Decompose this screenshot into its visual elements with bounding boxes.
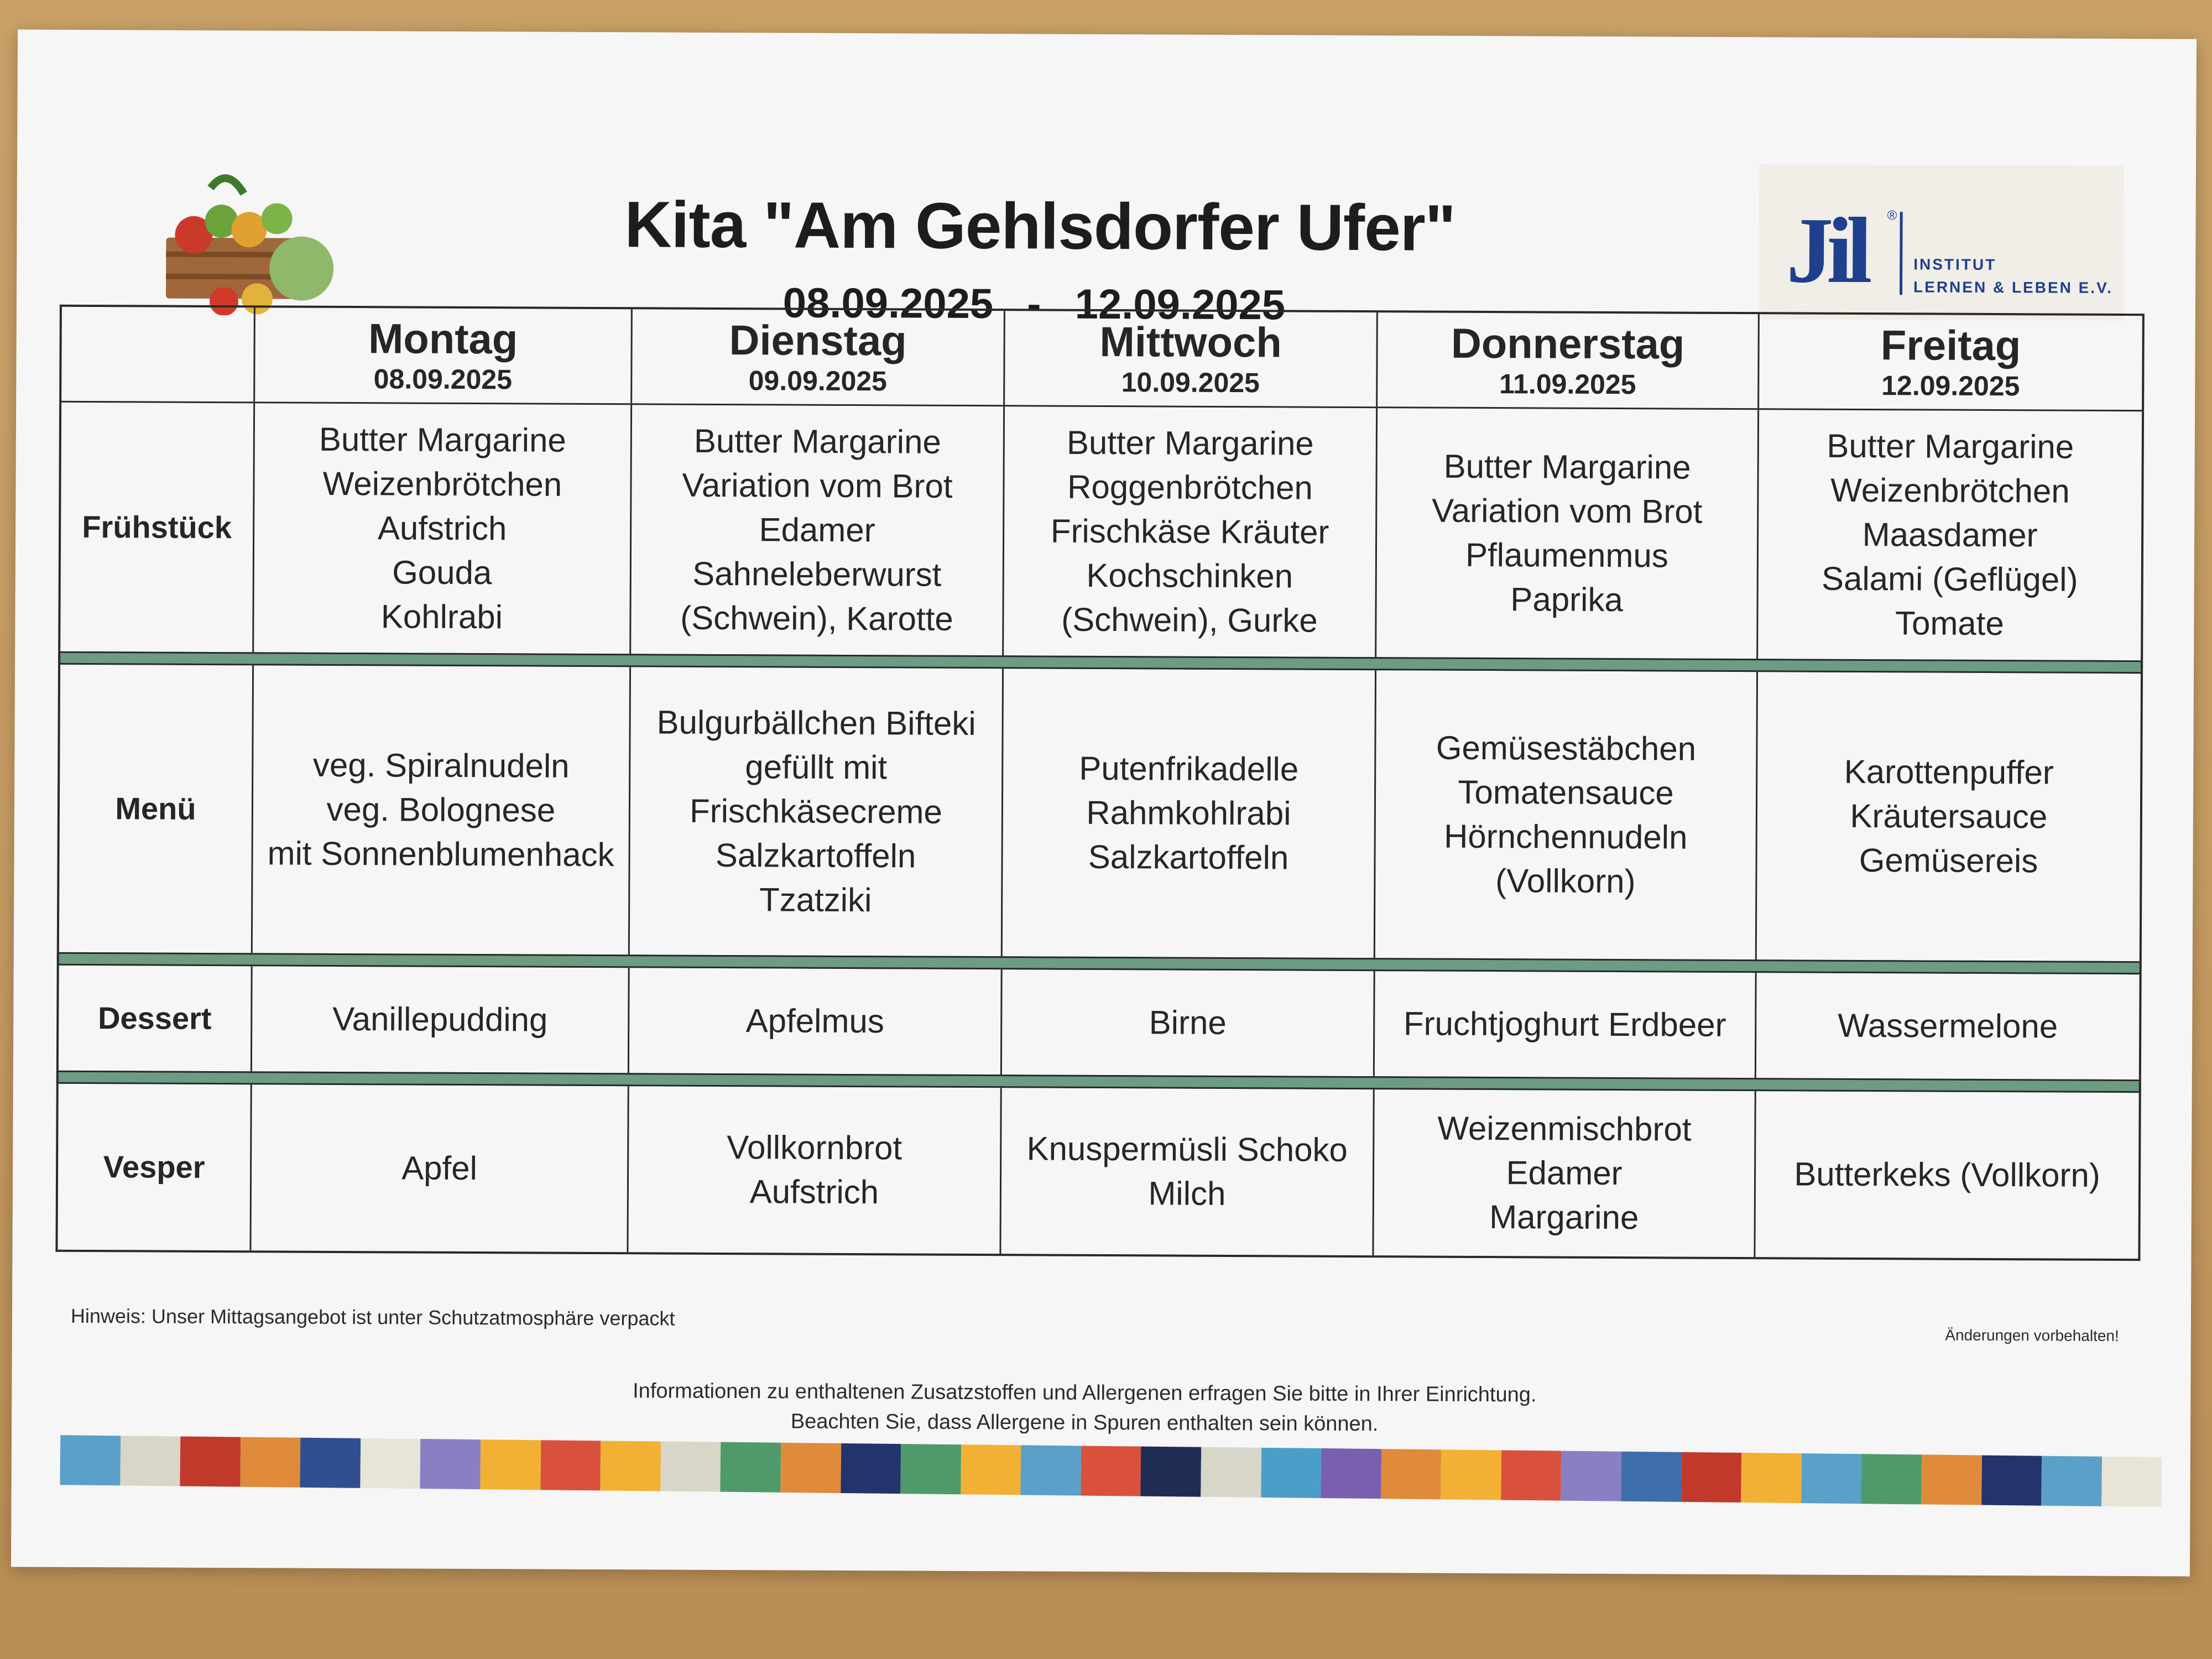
menu-cell <box>252 966 630 1073</box>
color-tile <box>2041 1456 2102 1506</box>
menu-item-line: Kochschinken <box>1086 556 1293 595</box>
menu-item-line: Gemüsestäbchen <box>1436 729 1697 768</box>
decorative-color-strip <box>60 1435 2162 1507</box>
color-tile <box>1321 1448 1381 1499</box>
menu-item-line: Aufstrich <box>749 1173 879 1211</box>
date-separator: - <box>1027 280 1041 328</box>
menu-item-line: Fruchtjoghurt Erdbeer <box>1403 1005 1726 1044</box>
color-tile <box>1261 1448 1322 1498</box>
day-date: 09.09.2025 <box>748 365 888 397</box>
menu-item-line: Roggenbrötchen <box>1067 468 1313 507</box>
color-tile <box>1441 1449 1502 1500</box>
menu-item-line: Kräutersauce <box>1850 797 2048 836</box>
menu-item-line: Aufstrich <box>377 509 507 547</box>
menu-cell <box>1376 408 1759 659</box>
menu-item-line: Edamer <box>1506 1154 1623 1192</box>
color-tile <box>1561 1451 1622 1501</box>
menu-cell <box>1757 672 2141 961</box>
logo-divider <box>1900 212 1903 295</box>
menu-item-line: Wassermelone <box>1838 1006 2058 1045</box>
menu-item-line: mit Sonnenblumenhack <box>267 834 614 874</box>
menu-cell <box>1375 670 1758 959</box>
menu-cell <box>630 667 1004 956</box>
menu-item-line: Rahmkohlrabi <box>1086 794 1291 832</box>
logo-line-2: LERNEN & LEBEN E.V. <box>1913 278 2114 296</box>
menu-cell <box>1758 410 2142 660</box>
color-tile <box>601 1441 661 1491</box>
menu-item-line: gefüllt mit <box>745 748 888 786</box>
menu-item-line: veg. Spiralnudeln <box>312 746 570 785</box>
menu-item-line: Tomatensauce <box>1458 773 1674 812</box>
day-name: Dienstag <box>729 317 907 365</box>
color-tile <box>1921 1454 1982 1505</box>
color-tile <box>721 1442 781 1493</box>
day-header <box>255 307 633 403</box>
menu-item-line: Butter Margarine <box>1827 427 2074 466</box>
menu-item-line: Weizenmischbrot <box>1437 1109 1692 1148</box>
menu-item-line: Edamer <box>759 511 875 549</box>
row-label: Vesper <box>58 1084 252 1251</box>
day-header <box>632 309 1005 405</box>
menu-item-line: Weizenbrötchen <box>1830 471 2070 510</box>
table-row <box>55 1084 2141 1261</box>
table-row <box>56 966 2142 1079</box>
allergen-info <box>12 1373 2157 1442</box>
menu-cell <box>253 665 631 954</box>
menu-cell <box>251 1084 629 1252</box>
color-tile <box>900 1444 961 1494</box>
color-tile <box>780 1443 841 1493</box>
menu-item-line: Frischkäse Kräuter <box>1050 512 1329 551</box>
day-header <box>1005 311 1378 406</box>
menu-cell <box>1004 406 1378 657</box>
color-tile <box>1021 1445 1082 1495</box>
color-tile <box>1861 1454 1922 1504</box>
color-tile <box>961 1444 1021 1495</box>
menu-item-line: Birne <box>1149 1004 1227 1041</box>
menu-cell <box>254 403 632 654</box>
date-from: 08.09.2025 <box>782 279 994 328</box>
color-tile <box>1981 1455 2042 1506</box>
day-date: 08.09.2025 <box>373 363 513 395</box>
table-row <box>57 665 2143 961</box>
color-tile <box>240 1437 301 1488</box>
color-tile <box>2101 1457 2162 1507</box>
menu-item-line: Karottenpuffer <box>1844 753 2054 791</box>
menu-item-line: Butter Margarine <box>319 420 566 459</box>
menu-item-line: Paprika <box>1510 581 1623 619</box>
registered-icon: ® <box>1887 208 1897 223</box>
header-corner <box>61 307 255 402</box>
menu-item-line: veg. Bolognese <box>326 790 556 829</box>
menu-cell <box>1375 971 1757 1078</box>
menu-item-line: Kohlrabi <box>380 598 503 636</box>
color-tile <box>1681 1452 1742 1503</box>
color-tile <box>1201 1447 1261 1498</box>
menu-item-line: Margarine <box>1489 1198 1639 1237</box>
color-tile <box>841 1443 901 1494</box>
color-tile <box>1741 1453 1802 1503</box>
menu-cell <box>628 1086 1001 1254</box>
table-row <box>58 403 2144 660</box>
menu-item-line: (Schwein), Karotte <box>680 599 953 638</box>
page-title: Kita "Am Gehlsdorfer Ufer" <box>624 188 1455 265</box>
menu-table <box>55 305 2144 1261</box>
menu-item-line: Gouda <box>392 554 492 592</box>
color-tile <box>120 1436 181 1486</box>
menu-item-line: Weizenbrötchen <box>322 465 562 503</box>
menu-item-line: Butter Margarine <box>693 422 941 461</box>
menu-item-line: Butter Margarine <box>1066 424 1314 462</box>
color-tile <box>1801 1453 1862 1504</box>
menu-cell <box>1756 973 2140 1079</box>
menu-item-line: Tzatziki <box>759 881 872 919</box>
menu-cell <box>1001 1088 1374 1255</box>
color-tile <box>480 1439 541 1490</box>
menu-item-line: Variation vom Brot <box>682 466 953 505</box>
day-date: 12.09.2025 <box>1881 370 2020 402</box>
day-header <box>1378 312 1760 408</box>
menu-item-line: Variation vom Brot <box>1432 492 1703 530</box>
menu-cell <box>1002 969 1375 1076</box>
menu-item-line: Hörnchennudeln <box>1443 817 1688 856</box>
color-tile <box>360 1438 421 1489</box>
menu-item-line: Milch <box>1148 1175 1226 1212</box>
day-name: Freitag <box>1880 322 2021 370</box>
menu-item-line: Vanillepudding <box>332 1000 548 1039</box>
menu-item-line: Vollkornbrot <box>727 1129 902 1167</box>
changes-note: Änderungen vorbehalten! <box>1945 1326 2119 1345</box>
table-header-row <box>59 305 2145 411</box>
menu-item-line: (Vollkorn) <box>1495 862 1636 900</box>
menu-sheet <box>11 29 2197 1576</box>
menu-item-line: Maasdamer <box>1862 515 2038 554</box>
color-tile <box>1501 1450 1562 1500</box>
menu-cell <box>1003 669 1376 958</box>
logo-mark: Jil <box>1786 198 1866 303</box>
color-tile <box>540 1440 601 1490</box>
color-tile <box>1141 1447 1202 1497</box>
color-tile <box>660 1442 721 1492</box>
row-label: Dessert <box>59 966 253 1072</box>
menu-item-line: Butter Margarine <box>1443 447 1691 486</box>
menu-item-line: Butterkeks (Vollkorn) <box>1794 1155 2100 1194</box>
menu-item-line: Knuspermüsli Schoko <box>1026 1130 1348 1168</box>
color-tile <box>1621 1452 1682 1502</box>
menu-cell <box>629 968 1003 1074</box>
menu-cell <box>1755 1091 2138 1259</box>
menu-item-line: Pflaumenmus <box>1465 536 1669 575</box>
logo-line-1: INSTITUT <box>1913 255 1997 274</box>
day-date: 11.09.2025 <box>1499 368 1636 400</box>
row-label: Frühstück <box>60 403 255 653</box>
color-tile <box>420 1439 481 1489</box>
menu-item-line: Salami (Geflügel) <box>1821 560 2078 598</box>
hint-note: Hinweis: Unser Mittagsangebot ist unter Schutzatmosphäre verpackt <box>70 1304 675 1330</box>
menu-item-line: Apfelmus <box>745 1002 884 1040</box>
menu-item-line: Sahneleberwurst <box>692 555 942 593</box>
allergen-info-line-2: Beachten Sie, dass Allergene in Spuren enthalten sein können. <box>790 1410 1379 1436</box>
menu-item-line: (Schwein), Gurke <box>1061 601 1318 639</box>
day-name: Donnerstag <box>1451 320 1685 368</box>
day-date: 10.09.2025 <box>1121 367 1260 399</box>
menu-item-line: Apfel <box>401 1149 478 1187</box>
allergen-info-line-1: Informationen zu enthaltenen Zusatzstoffen und Allergenen erfragen Sie bitte in Ihrer Einrichtung. <box>633 1379 1537 1407</box>
color-tile <box>300 1438 361 1488</box>
institute-logo <box>1759 164 2124 321</box>
date-to: 12.09.2025 <box>1074 280 1286 329</box>
logo-text <box>1913 253 2113 299</box>
day-name: Mittwoch <box>1099 318 1282 367</box>
row-label: Menü <box>59 665 254 953</box>
color-tile <box>1081 1446 1141 1496</box>
menu-item-line: Putenfrikadelle <box>1079 749 1299 788</box>
menu-cell <box>1374 1089 1756 1257</box>
color-tile <box>60 1435 121 1485</box>
menu-item-line: Salzkartoffeln <box>1088 838 1289 877</box>
menu-item-line: Tomate <box>1895 604 2004 643</box>
menu-item-line: Salzkartoffeln <box>715 836 916 875</box>
menu-item-line: Frischkäsecreme <box>689 792 942 831</box>
menu-item-line: Gemüsereis <box>1859 841 2038 880</box>
color-tile <box>1381 1449 1442 1499</box>
day-header <box>1759 314 2142 410</box>
color-tile <box>180 1436 241 1486</box>
menu-item-line: Bulgurbällchen Bifteki <box>656 703 976 742</box>
menu-cell <box>631 405 1005 655</box>
day-name: Montag <box>368 315 518 363</box>
